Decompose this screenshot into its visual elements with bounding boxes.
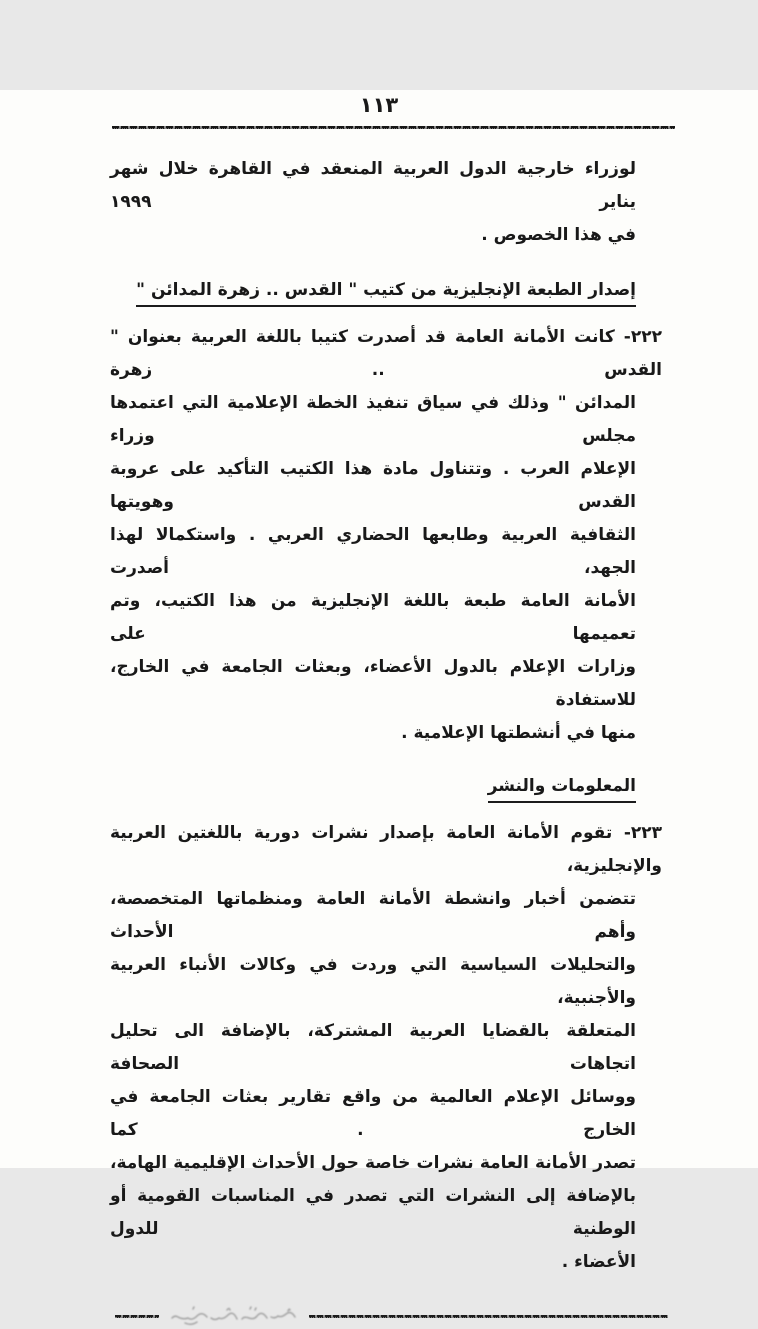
footer-rule-left <box>115 1315 159 1318</box>
text-line: وزارات الإعلام بالدول الأعضاء، وبعثات الجامعة في الخارج، للاستفادة <box>110 657 636 710</box>
text-line: المدائن " وذلك في سياق تنفيذ الخطة الإعلامية التي اعتمدها مجلس وزراء <box>110 393 636 446</box>
section1-heading-row <box>110 274 636 307</box>
text-line: المتعلقة بالقضايا العربية المشتركة، بالإضافة الى تحليل اتجاهات الصحافة <box>110 1021 636 1074</box>
text-line: بالإضافة إلى النشرات التي تصدر في المناسبات القومية أو الوطنية للدول <box>110 1186 636 1239</box>
text-line <box>110 321 662 387</box>
paragraph-number: ٢٢٢- <box>623 327 662 347</box>
text-line: الثقافية العربية وطابعها الحضاري العربي . واستكمالا لهذا الجهد، أصدرت <box>110 525 636 578</box>
page-number: ١١٣ <box>359 93 399 117</box>
paragraph-222 <box>110 321 662 750</box>
illegible-stamp <box>167 1303 301 1329</box>
text-line: الأعضاء . <box>561 1252 636 1272</box>
section1-heading: إصدار الطبعة الإنجليزية من كتيب " القدس .. زهرة المدائن " <box>136 277 636 307</box>
text-line-text: تقوم الأمانة العامة بإصدار نشرات دورية باللغتين العربية والإنجليزية، <box>110 823 662 876</box>
document-page <box>0 90 758 1272</box>
text-line: تصدر الأمانة العامة نشرات خاصة حول الأحداث الإقليمية الهامة، <box>110 1153 636 1173</box>
text-line-text: كانت الأمانة العامة قد أصدرت كتيبا باللغة العربية بعنوان " القدس .. زهرة <box>110 327 662 380</box>
section2-heading-row <box>110 770 636 803</box>
text-line: منها في أنشطتها الإعلامية . <box>401 723 636 743</box>
page-content <box>110 153 663 1279</box>
footer-rule-right <box>309 1315 668 1318</box>
text-line: الإعلام العرب . وتتناول مادة هذا الكتيب التأكيد على عروبة القدس وهويتها <box>110 459 636 512</box>
paragraph-223 <box>110 817 663 1279</box>
paragraph-number: ٢٢٣- <box>623 823 663 843</box>
text-line: الأمانة العامة طبعة باللغة الإنجليزية من هذا الكتيب، وتم تعميمها على <box>110 591 636 644</box>
text-line: تتضمن أخبار وانشطة الأمانة العامة ومنظماتها المتخصصة، وأهم الأحداث <box>110 889 636 942</box>
text-line: والتحليلات السياسية التي وردت في وكالات الأنباء العربية والأجنبية، <box>110 955 636 1008</box>
intro-paragraph <box>110 153 636 252</box>
section2-heading: المعلومات والنشر <box>488 773 636 803</box>
header-rule <box>112 126 675 129</box>
text-line: ووسائل الإعلام العالمية من واقع تقارير بعثات الجامعة في الخارج . كما <box>110 1087 636 1140</box>
text-line: لوزراء خارجية الدول العربية المنعقد في القاهرة خلال شهر يناير ١٩٩٩ <box>110 159 636 212</box>
text-line <box>110 817 662 883</box>
footer <box>115 1303 668 1329</box>
text-line: في هذا الخصوص . <box>481 225 636 245</box>
